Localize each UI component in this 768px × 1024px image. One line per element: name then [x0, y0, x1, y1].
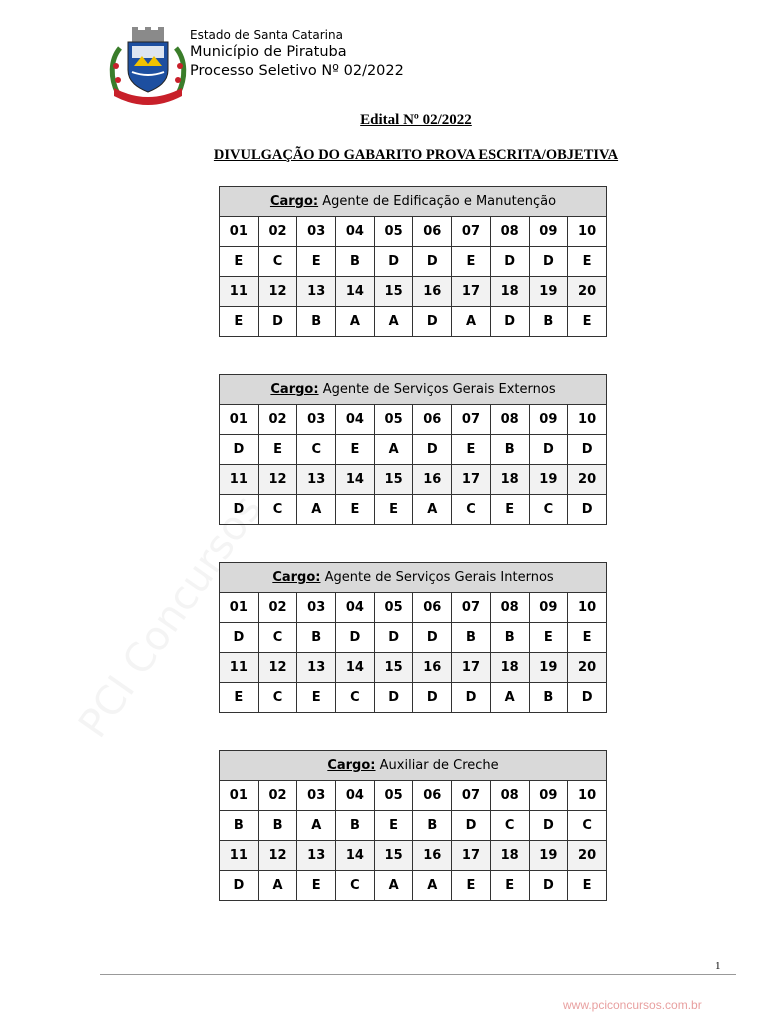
page-number: 1	[715, 960, 721, 972]
question-number: 01	[220, 217, 259, 247]
document-subtitle: DIVULGAÇÃO DO GABARITO PROVA ESCRITA/OBJETIVA	[213, 147, 619, 163]
coat-of-arms-icon	[108, 26, 188, 106]
table-row	[220, 871, 607, 901]
question-number: 06	[413, 217, 452, 247]
question-number: 06	[413, 781, 452, 811]
answer-cell: E	[490, 871, 529, 901]
cargo-title	[220, 751, 607, 781]
cargo-name: Auxiliar de Creche	[379, 758, 499, 773]
question-number: 17	[452, 841, 491, 871]
answer-cell: B	[413, 811, 452, 841]
answer-cell: D	[529, 811, 568, 841]
question-number: 14	[336, 653, 375, 683]
question-number: 14	[336, 465, 375, 495]
answer-cell: B	[336, 247, 375, 277]
answer-cell: A	[413, 495, 452, 525]
answer-cell: D	[220, 435, 259, 465]
answer-cell: D	[568, 495, 607, 525]
answer-cell: D	[568, 435, 607, 465]
question-number: 19	[529, 465, 568, 495]
question-number: 18	[490, 465, 529, 495]
question-number: 14	[336, 841, 375, 871]
cargo-title	[220, 187, 607, 217]
state-name: Estado de Santa Catarina	[190, 28, 343, 42]
question-number: 17	[452, 465, 491, 495]
question-number: 08	[490, 593, 529, 623]
answer-cell: A	[374, 307, 413, 337]
cargo-label: Cargo:	[270, 382, 319, 397]
answer-cell: E	[336, 495, 375, 525]
answer-cell: C	[568, 811, 607, 841]
question-number: 07	[452, 781, 491, 811]
question-number: 20	[568, 465, 607, 495]
answer-cell: D	[529, 435, 568, 465]
question-number: 19	[529, 653, 568, 683]
question-number: 19	[529, 841, 568, 871]
answer-cell: E	[529, 623, 568, 653]
question-number: 18	[490, 653, 529, 683]
answer-cell: D	[220, 623, 259, 653]
question-number: 18	[490, 841, 529, 871]
answer-cell: D	[413, 683, 452, 713]
table-title-row	[220, 375, 607, 405]
cargo-name: Agente de Edificação e Manutenção	[322, 194, 557, 209]
table-title-row	[220, 187, 607, 217]
question-number: 03	[297, 217, 336, 247]
table-row	[220, 841, 607, 871]
cargo-label: Cargo:	[269, 194, 319, 209]
answer-cell: D	[374, 623, 413, 653]
answer-cell: E	[297, 871, 336, 901]
question-number: 01	[220, 405, 259, 435]
answer-cell: D	[529, 871, 568, 901]
question-number: 15	[374, 653, 413, 683]
table-row	[220, 435, 607, 465]
answer-cell: D	[220, 871, 259, 901]
question-number: 08	[490, 405, 529, 435]
question-number: 11	[220, 841, 259, 871]
question-number: 05	[374, 593, 413, 623]
answer-cell: E	[220, 307, 259, 337]
table-row	[220, 781, 607, 811]
question-number: 06	[413, 405, 452, 435]
answer-cell: B	[220, 811, 259, 841]
answer-cell: B	[297, 307, 336, 337]
footer-url: www.pciconcursos.com.br	[563, 998, 702, 1012]
answer-cell: D	[258, 307, 297, 337]
question-number: 20	[568, 653, 607, 683]
table-row	[220, 465, 607, 495]
answer-cell: E	[374, 811, 413, 841]
cargo-name: Agente de Serviços Gerais Externos	[322, 382, 556, 397]
answer-cell: E	[452, 247, 491, 277]
question-number: 03	[297, 405, 336, 435]
answer-cell: C	[336, 683, 375, 713]
question-number: 13	[297, 653, 336, 683]
answer-cell: C	[529, 495, 568, 525]
question-number: 02	[258, 781, 297, 811]
question-number: 17	[452, 653, 491, 683]
question-number: 12	[258, 465, 297, 495]
answer-cell: E	[452, 435, 491, 465]
answer-cell: B	[529, 307, 568, 337]
question-number: 01	[220, 593, 259, 623]
answer-key-table	[219, 374, 607, 525]
question-number: 12	[258, 841, 297, 871]
answer-cell: D	[413, 307, 452, 337]
question-number: 04	[336, 593, 375, 623]
table-row	[220, 653, 607, 683]
table-title-row	[220, 563, 607, 593]
question-number: 03	[297, 781, 336, 811]
question-number: 16	[413, 653, 452, 683]
answer-cell: C	[258, 495, 297, 525]
table-row	[220, 405, 607, 435]
answer-cell: D	[490, 307, 529, 337]
question-number: 20	[568, 277, 607, 307]
question-number: 04	[336, 405, 375, 435]
table-row	[220, 217, 607, 247]
answer-cell: C	[297, 435, 336, 465]
question-number: 10	[568, 781, 607, 811]
answer-cell: A	[336, 307, 375, 337]
table-row	[220, 683, 607, 713]
question-number: 10	[568, 217, 607, 247]
answer-cell: B	[297, 623, 336, 653]
answer-cell: A	[490, 683, 529, 713]
answer-cell: C	[258, 683, 297, 713]
answer-cell: E	[220, 683, 259, 713]
question-number: 09	[529, 781, 568, 811]
question-number: 15	[374, 465, 413, 495]
answer-cell: A	[413, 871, 452, 901]
header-text	[190, 26, 404, 81]
answer-cell: D	[413, 247, 452, 277]
answer-cell: E	[297, 247, 336, 277]
question-number: 15	[374, 841, 413, 871]
question-number: 16	[413, 277, 452, 307]
question-number: 18	[490, 277, 529, 307]
answer-cell: E	[374, 495, 413, 525]
answer-cell: D	[374, 683, 413, 713]
table-row	[220, 495, 607, 525]
answer-cell: B	[336, 811, 375, 841]
cargo-title	[220, 375, 607, 405]
question-number: 12	[258, 653, 297, 683]
municipality-name: Município de Piratuba	[190, 44, 347, 60]
question-number: 12	[258, 277, 297, 307]
table-row	[220, 593, 607, 623]
answer-cell: D	[452, 811, 491, 841]
process-name: Processo Seletivo Nº 02/2022	[190, 63, 404, 79]
cargo-title	[220, 563, 607, 593]
question-number: 02	[258, 405, 297, 435]
question-number: 17	[452, 277, 491, 307]
answer-cell: D	[374, 247, 413, 277]
answer-cell: D	[490, 247, 529, 277]
question-number: 02	[258, 217, 297, 247]
answer-cell: D	[336, 623, 375, 653]
question-number: 14	[336, 277, 375, 307]
footer-divider	[100, 974, 736, 975]
edital-title: Edital Nº 02/2022	[360, 112, 472, 128]
answer-cell: B	[490, 435, 529, 465]
answer-cell: B	[490, 623, 529, 653]
answer-cell: B	[258, 811, 297, 841]
question-number: 06	[413, 593, 452, 623]
question-number: 05	[374, 217, 413, 247]
question-number: 05	[374, 781, 413, 811]
question-number: 08	[490, 781, 529, 811]
answer-cell: E	[452, 871, 491, 901]
answer-cell: C	[452, 495, 491, 525]
question-number: 01	[220, 781, 259, 811]
answer-cell: D	[529, 247, 568, 277]
question-number: 07	[452, 217, 491, 247]
question-number: 07	[452, 593, 491, 623]
answer-cell: C	[258, 247, 297, 277]
answer-cell: D	[452, 683, 491, 713]
question-number: 13	[297, 465, 336, 495]
cargo-label: Cargo:	[272, 570, 321, 585]
answer-cell: E	[568, 623, 607, 653]
question-number: 02	[258, 593, 297, 623]
question-number: 11	[220, 277, 259, 307]
question-number: 07	[452, 405, 491, 435]
answer-cell: D	[413, 435, 452, 465]
answer-cell: A	[374, 871, 413, 901]
answer-cell: E	[297, 683, 336, 713]
answer-cell: A	[374, 435, 413, 465]
answer-cell: D	[413, 623, 452, 653]
answer-cell: C	[258, 623, 297, 653]
question-number: 13	[297, 841, 336, 871]
question-number: 16	[413, 841, 452, 871]
question-number: 09	[529, 405, 568, 435]
answer-cell: E	[336, 435, 375, 465]
question-number: 11	[220, 465, 259, 495]
table-row	[220, 623, 607, 653]
answer-cell: D	[568, 683, 607, 713]
question-number: 16	[413, 465, 452, 495]
answer-cell: B	[452, 623, 491, 653]
cargo-name: Agente de Serviços Gerais Internos	[324, 570, 554, 585]
question-number: 15	[374, 277, 413, 307]
question-number: 04	[336, 217, 375, 247]
answer-key-table	[219, 186, 607, 337]
question-number: 13	[297, 277, 336, 307]
answer-cell: E	[220, 247, 259, 277]
answer-cell: E	[568, 871, 607, 901]
table-row	[220, 307, 607, 337]
answer-cell: C	[336, 871, 375, 901]
question-number: 11	[220, 653, 259, 683]
cargo-label: Cargo:	[327, 758, 376, 773]
answer-cell: D	[220, 495, 259, 525]
question-number: 09	[529, 593, 568, 623]
table-row	[220, 811, 607, 841]
question-number: 04	[336, 781, 375, 811]
answer-cell: C	[490, 811, 529, 841]
question-number: 08	[490, 217, 529, 247]
question-number: 10	[568, 593, 607, 623]
question-number: 10	[568, 405, 607, 435]
answer-cell: A	[452, 307, 491, 337]
table-row	[220, 277, 607, 307]
answer-cell: A	[258, 871, 297, 901]
question-number: 20	[568, 841, 607, 871]
table-title-row	[220, 751, 607, 781]
answer-cell: E	[490, 495, 529, 525]
answer-key-table	[219, 562, 607, 713]
answer-cell: E	[568, 307, 607, 337]
question-number: 05	[374, 405, 413, 435]
answer-cell: E	[258, 435, 297, 465]
answer-key-table	[219, 750, 607, 901]
question-number: 19	[529, 277, 568, 307]
question-number: 09	[529, 217, 568, 247]
answer-cell: A	[297, 811, 336, 841]
answer-cell: B	[529, 683, 568, 713]
answer-cell: A	[297, 495, 336, 525]
table-row	[220, 247, 607, 277]
answer-cell: E	[568, 247, 607, 277]
question-number: 03	[297, 593, 336, 623]
